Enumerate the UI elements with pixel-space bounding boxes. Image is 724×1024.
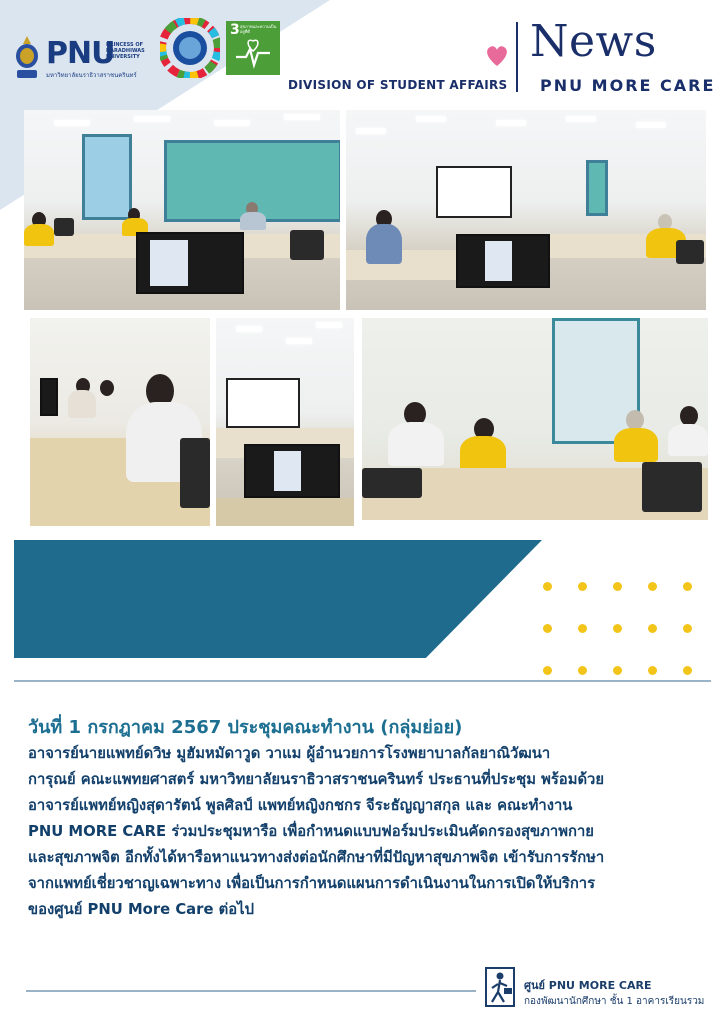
article-body: อาจารย์นายแพทย์ดวิษ มูฮัมหมัดาวูด วาแม ผู้อำนวยการโรงพยาบาลกัลยาณิวัฒนา การุณย์ คณะแพทยศาสตร์ มหาวิทยาลัยนราธิวาสราชนครินทร์ ประธานที่ประชุม พร้อมด้วย อาจารย์แพทย์หญิงสุดารัตน์ พูลศิลป์ แพทย์หญิงกชกร จีระธัญญาสกุล และ คณะทำงาน PNU MORE CARE ร่วมประชุมหารือ เพื่อกำหนดแบบฟอร์มประเมินคัดกรองสุขภาพกาย และสุขภาพจิต อีกทั้งได้หารือหาแนวทางส่งต่อนักศึกษาที่มีปัญหาสุขภาพจิต เข้ารับการรักษา จากแพทย์เชี่ยวชาญเฉพาะทาง เพื่อเป็นการกำหนดแผนการดำเนินงานในการเปิดให้บริการ ของศูนย์ PNU More Care ต่อไป [28,745,605,918]
health-pulse-icon [226,21,280,75]
meeting-photo-2 [346,110,706,310]
person-walking-icon [480,966,520,1010]
sdg-wheel-icon [160,18,220,78]
pnu-logo: PNU [46,36,115,71]
news-title: News [530,16,657,67]
sdg3-number: 3 [230,22,240,38]
news-subtitle: PNU MORE CARE [540,76,716,95]
meeting-photo-4 [216,318,354,526]
division-label: DIVISION OF STUDENT AFFAIRS [288,78,508,92]
pnu-logo-subtitle: PRINCESS OF NARADHIWAS UNIVERSITY [106,42,145,60]
heart-icon [484,44,510,68]
section-divider [14,680,711,682]
sdg3-badge [226,21,280,75]
decorative-band [14,540,542,658]
header-divider [516,22,518,92]
meeting-photo-3 [30,318,210,526]
article-title: วันที่ 1 กรกฎาคม 2567 ประชุมคณะทำงาน (กลุ่มย่อย) [28,717,463,738]
pnu-logo-thai: มหาวิทยาลัยนราธิวาสราชนครินทร์ [46,72,137,79]
footer-divider [26,990,476,992]
university-crest-icon [12,34,42,82]
header [0,0,724,110]
footer-location: กองพัฒนานักศึกษา ชั้น 1 อาคารเรียนรวม [524,996,705,1007]
meeting-photo-5 [362,318,708,520]
footer-center-name: ศูนย์ PNU MORE CARE [524,979,652,992]
meeting-photo-1 [24,110,340,310]
sdg3-label: สุขภาพและความเป็นอยู่ที่ดี [240,24,277,34]
